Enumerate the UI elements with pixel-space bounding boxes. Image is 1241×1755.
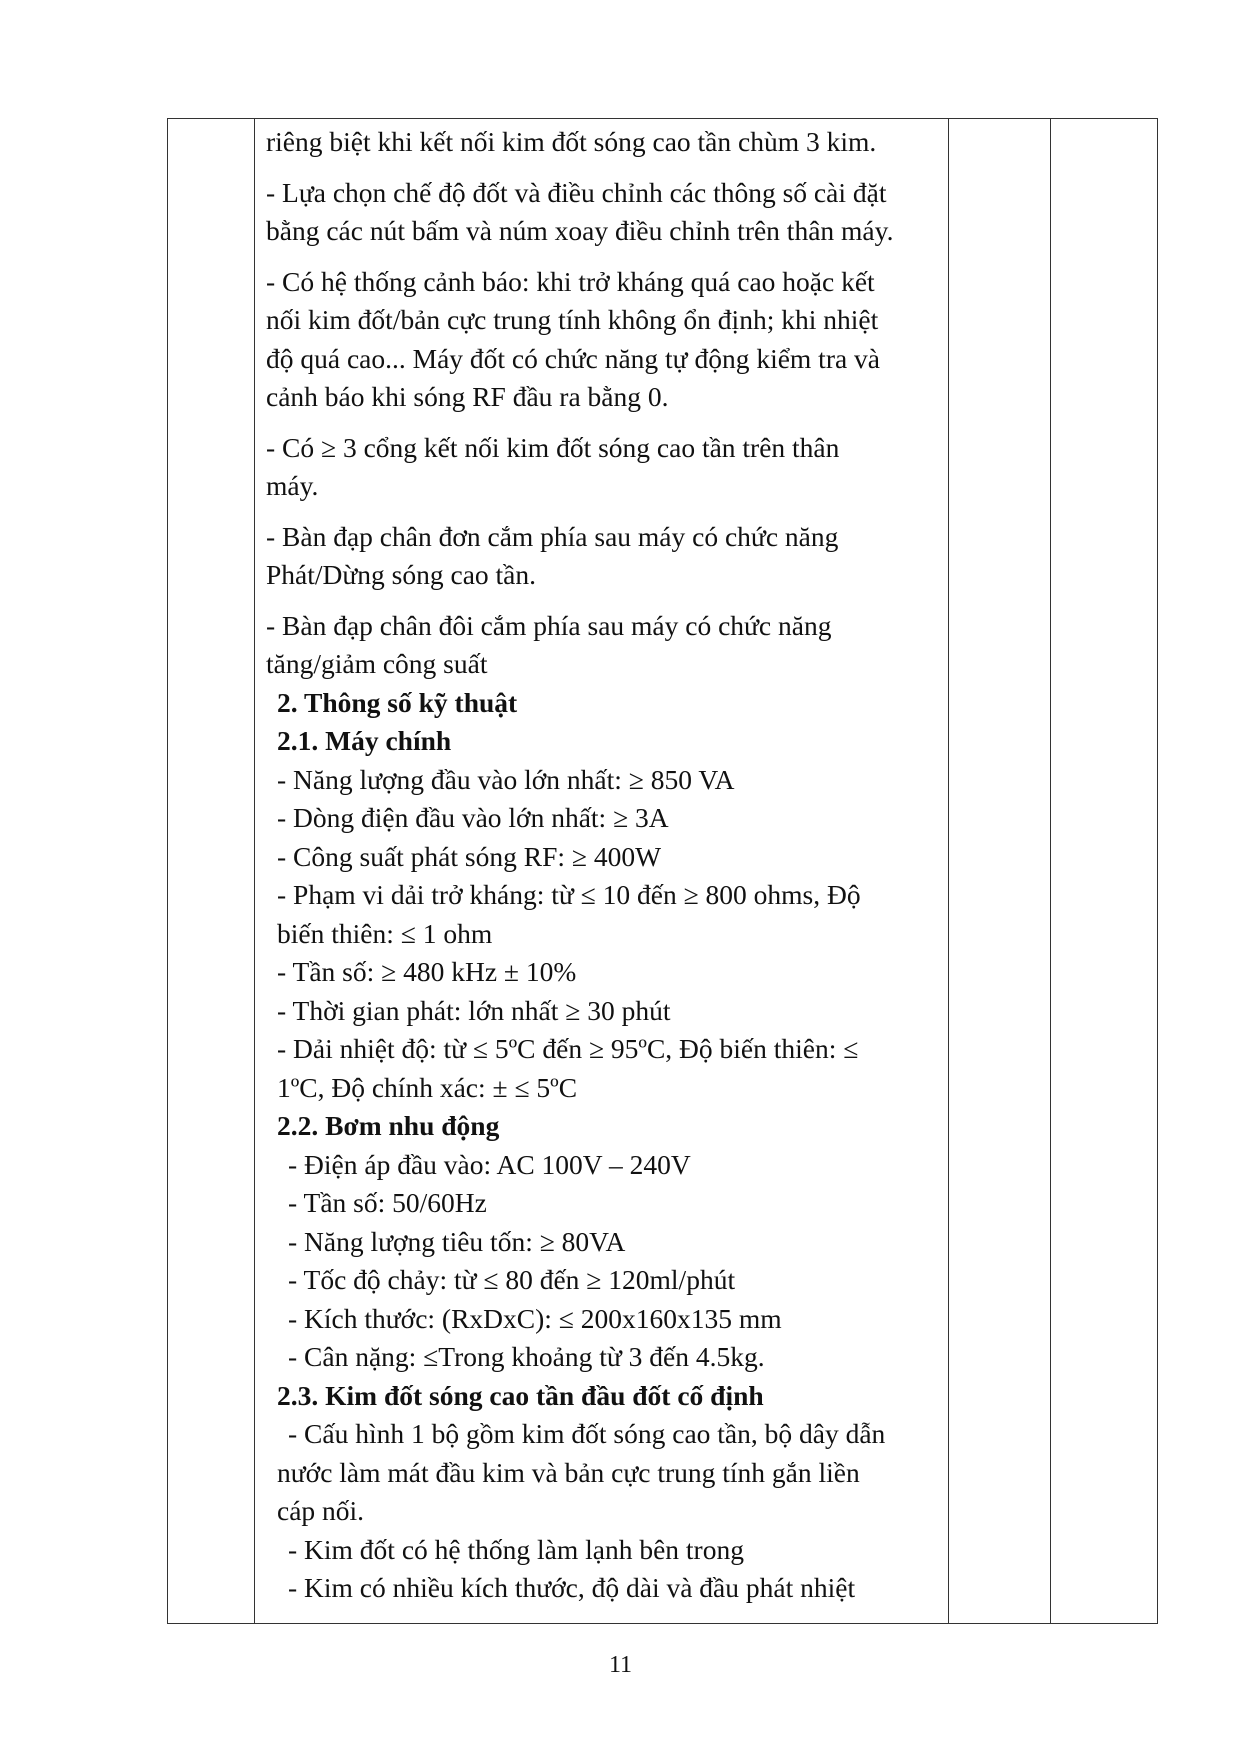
spec-item: - Cấu hình 1 bộ gồm kim đốt sóng cao tần, bộ dây dẫn bbox=[288, 1418, 886, 1449]
empty-cell bbox=[1051, 119, 1158, 1624]
paragraph-line: Phát/Dừng sóng cao tần. bbox=[266, 559, 537, 590]
spec-item: - Công suất phát sóng RF: ≥ 400W bbox=[277, 840, 662, 872]
paragraph-line: độ quá cao... Máy đốt có chức năng tự động kiểm tra và bbox=[266, 342, 881, 374]
paragraph bbox=[266, 123, 940, 162]
spec-item: - Kim có nhiều kích thước, độ dài và đầu phát nhiệt bbox=[288, 1572, 856, 1603]
paragraph bbox=[266, 263, 940, 417]
spec-item: - Cân nặng: ≤Trong khoảng từ 3 đến 4.5kg. bbox=[288, 1341, 765, 1372]
spec-item: - Năng lượng đầu vào lớn nhất: ≥ 850 VA bbox=[277, 763, 735, 795]
section-2-1-title: 2.1. Máy chính bbox=[277, 725, 452, 756]
section-2-3-title: 2.3. Kim đốt sóng cao tần đầu đốt cố định bbox=[277, 1379, 764, 1411]
spec-item: - Phạm vi dải trở kháng: từ ≤ 10 đến ≥ 800 ohms, Độ bbox=[277, 879, 861, 910]
paragraph bbox=[266, 174, 940, 251]
paragraph-line: riêng biệt khi kết nối kim đốt sóng cao tần chùm 3 kim. bbox=[266, 126, 877, 157]
paragraph bbox=[266, 518, 940, 595]
spec-item: - Tần số: ≥ 480 kHz ± 10% bbox=[277, 956, 577, 987]
paragraph-line: - Lựa chọn chế độ đốt và điều chỉnh các thông số cài đặt bbox=[266, 176, 887, 208]
spec-item: - Thời gian phát: lớn nhất ≥ 30 phút bbox=[277, 994, 671, 1026]
intro-section bbox=[266, 123, 940, 684]
paragraph-line: tăng/giảm công suất bbox=[266, 648, 488, 679]
spec-item: - Tốc độ chảy: từ ≤ 80 đến ≥ 120ml/phút bbox=[288, 1264, 736, 1295]
section-2-title: 2. Thông số kỹ thuật bbox=[277, 686, 518, 718]
empty-cell bbox=[949, 119, 1051, 1624]
section-2-2-title: 2.2. Bơm nhu động bbox=[277, 1110, 500, 1141]
page-number: 11 bbox=[608, 1652, 633, 1678]
spec-list-2-2 bbox=[266, 1146, 940, 1377]
paragraph bbox=[266, 429, 940, 506]
spec-item: - Kim đốt có hệ thống làm lạnh bên trong bbox=[288, 1533, 744, 1565]
spec-content bbox=[255, 119, 948, 1608]
spec-item: - Kích thước: (RxDxC): ≤ 200x160x135 mm bbox=[288, 1302, 782, 1334]
spec-item-continuation: biến thiên: ≤ 1 ohm bbox=[277, 917, 493, 949]
spec-item: - Tần số: 50/60Hz bbox=[288, 1187, 487, 1218]
paragraph-line: bằng các nút bấm và núm xoay điều chỉnh trên thân máy. bbox=[266, 215, 894, 246]
spec-list-2-1 bbox=[266, 761, 940, 1108]
paragraph-line: nối kim đốt/bản cực trung tính không ổn định; khi nhiệt bbox=[266, 304, 879, 335]
spec-item-continuation: cáp nối. bbox=[277, 1495, 365, 1526]
spec-item: - Điện áp đầu vào: AC 100V – 240V bbox=[288, 1148, 691, 1180]
paragraph-line: máy. bbox=[266, 470, 319, 501]
spec-item-continuation: nước làm mát đầu kim và bản cực trung tính gắn liền bbox=[277, 1456, 860, 1488]
paragraph-line: - Bàn đạp chân đơn cắm phía sau máy có chức năng bbox=[266, 520, 839, 552]
spec-cell bbox=[255, 119, 949, 1624]
paragraph-line: - Có ≥ 3 cổng kết nối kim đốt sóng cao tần trên thân bbox=[266, 431, 840, 463]
paragraph-line: - Có hệ thống cảnh báo: khi trở kháng quá cao hoặc kết bbox=[266, 265, 875, 297]
paragraph-line: - Bàn đạp chân đôi cắm phía sau máy có chức năng bbox=[266, 609, 832, 641]
spec-item: - Năng lượng tiêu tốn: ≥ 80VA bbox=[288, 1225, 626, 1257]
index-cell bbox=[168, 119, 255, 1624]
paragraph-line: cảnh báo khi sóng RF đầu ra bằng 0. bbox=[266, 381, 669, 412]
spec-item: - Dải nhiệt độ: từ ≤ 5ºC đến ≥ 95ºC, Độ biến thiên: ≤ bbox=[277, 1033, 859, 1064]
spec-item: - Dòng điện đầu vào lớn nhất: ≥ 3A bbox=[277, 802, 669, 833]
table-row bbox=[168, 119, 1158, 1624]
spec-list-2-3 bbox=[266, 1415, 940, 1608]
paragraph bbox=[266, 607, 940, 684]
spec-item-continuation: 1ºC, Độ chính xác: ± ≤ 5ºC bbox=[277, 1071, 578, 1103]
spec-table bbox=[167, 118, 1158, 1624]
